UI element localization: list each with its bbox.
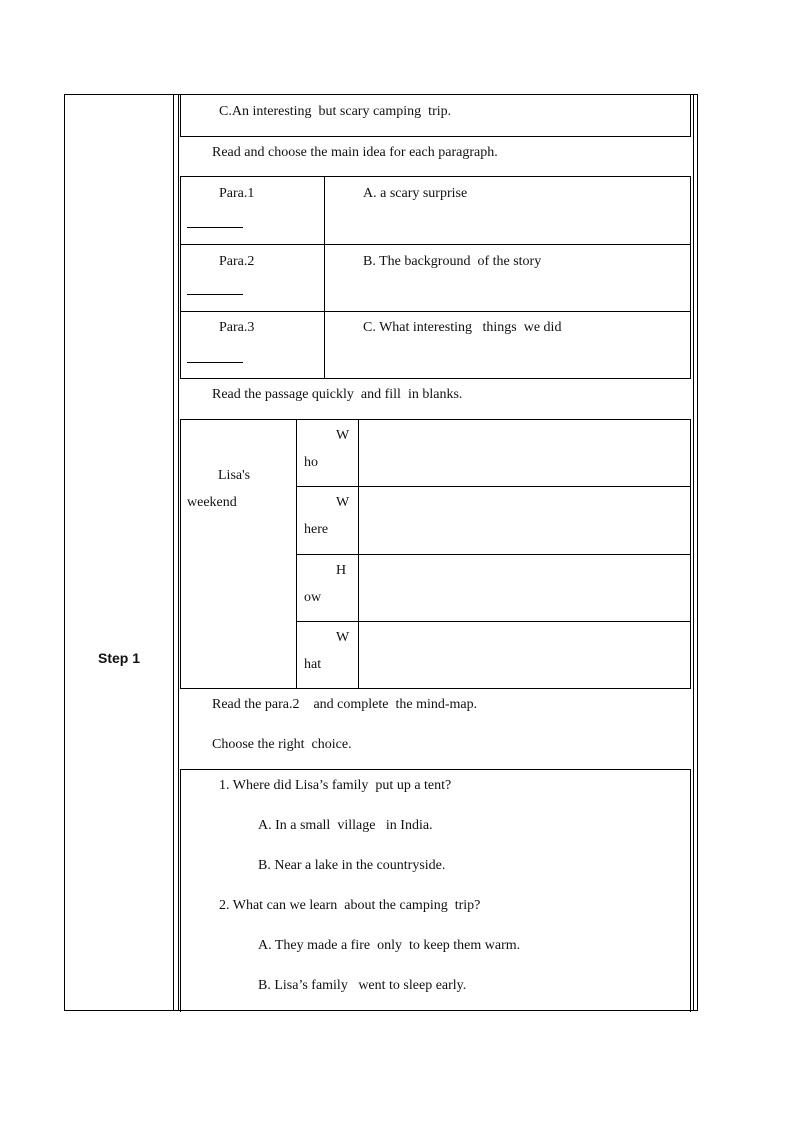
question-word: ow — [304, 590, 322, 605]
main-idea-option: A. a scary surprise — [363, 186, 468, 201]
instruction-mind-map: Read the para.2 and complete the mind-map. — [212, 697, 478, 712]
question-word: H — [336, 563, 347, 578]
column-divider — [178, 94, 179, 1011]
question-word: here — [304, 522, 329, 537]
question-text: 2. What can we learn about the camping trip? — [219, 898, 481, 913]
right-border-line — [693, 94, 694, 1011]
step-column — [64, 94, 174, 1011]
question-word: ho — [304, 455, 318, 470]
instruction-main-idea: Read and choose the main idea for each paragraph. — [212, 145, 498, 160]
choice-option[interactable]: A. They made a fire only to keep them warm. — [258, 938, 521, 953]
answer-cell[interactable] — [359, 555, 690, 621]
question-word: hat — [304, 657, 322, 672]
choice-option[interactable]: B. Near a lake in the countryside. — [258, 858, 446, 873]
row-separator — [180, 244, 691, 245]
answer-cell[interactable] — [359, 487, 690, 554]
answer-blank[interactable] — [187, 227, 243, 228]
row-separator — [180, 311, 691, 312]
main-idea-option: B. The background of the story — [363, 254, 542, 269]
para-label: Para.2 — [219, 254, 255, 269]
choice-box — [180, 769, 691, 1012]
option-c-text: C.An interesting but scary camping trip. — [219, 104, 452, 119]
answer-cell[interactable] — [359, 622, 690, 688]
choice-option[interactable]: A. In a small village in India. — [258, 818, 433, 833]
para-label: Para.3 — [219, 320, 255, 335]
table-divider — [324, 176, 325, 379]
question-text: 1. Where did Lisa’s family put up a tent? — [219, 778, 452, 793]
question-word: W — [336, 630, 350, 645]
question-word: W — [336, 495, 350, 510]
answer-blank[interactable] — [187, 362, 243, 363]
main-idea-table — [180, 176, 691, 379]
instruction-choose: Choose the right choice. — [212, 737, 352, 752]
instruction-fill-blanks: Read the passage quickly and fill in blanks. — [212, 387, 463, 402]
answer-cell[interactable] — [359, 420, 690, 486]
para-label: Para.1 — [219, 186, 255, 201]
topic-label: weekend — [187, 495, 237, 510]
step-label: Step 1 — [97, 650, 140, 666]
topic-label: Lisa's — [218, 468, 251, 483]
choice-option[interactable]: B. Lisa’s family went to sleep early. — [258, 978, 467, 993]
question-word: W — [336, 428, 350, 443]
main-idea-option: C. What interesting things we did — [363, 320, 562, 335]
answer-blank[interactable] — [187, 294, 243, 295]
